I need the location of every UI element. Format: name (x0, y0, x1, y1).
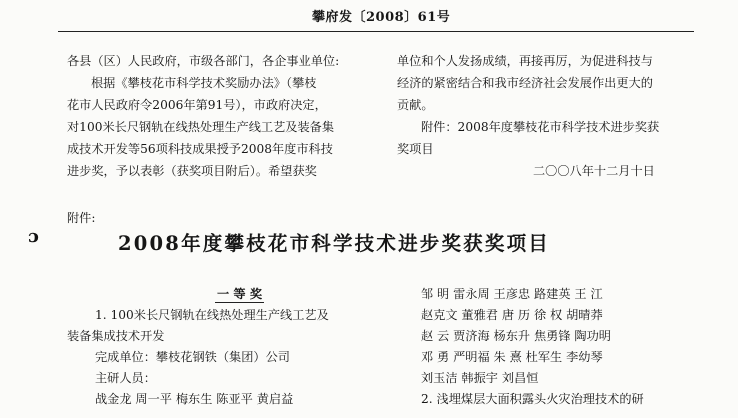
notice-line: 花市人民政府令2006年第91号），市政府决定， (67, 98, 327, 112)
notice-line: 奖项目 (397, 142, 434, 156)
notice-line: 单位和个人发扬成绩，再接再厉，为促进科技与 (397, 54, 653, 68)
award-researchers: 邹 明 雷永周 王彦忠 路建英 王 江 (421, 287, 603, 301)
margin-mark: ɔ (28, 226, 39, 247)
award-entry-title-cont: 装备集成技术开发 (67, 329, 165, 343)
attachment-title: 2008年度攀枝花市科学技术进步奖获奖项目 (118, 232, 550, 255)
award-researchers: 赵 云 贾济海 杨东升 焦勇锋 陶功明 (421, 329, 611, 343)
award-unit: 完成单位：攀枝花钢铁（集团）公司 (95, 350, 290, 364)
award-researchers-label: 主研人员： (95, 371, 156, 385)
document-number: 攀府发〔2008〕61号 (312, 10, 451, 25)
issue-date: 二〇〇八年十二月十日 (533, 164, 655, 178)
notice-line: 根据《攀枝花市科学技术奖励办法》（攀枝 (91, 76, 317, 90)
award-researchers: 刘玉洁 韩振宇 刘昌恒 (421, 371, 539, 385)
notice-line: 对100米长尺钢轨在线热处理生产线工艺及装备集 (67, 120, 335, 134)
attachment-label: 附件: (67, 211, 96, 225)
award-entry-title: 2. 浅埋煤层大面积露头火灾治理技术的研 (421, 392, 644, 406)
header-rule (58, 31, 694, 32)
notice-body-left (67, 50, 385, 182)
award-researchers: 赵克文 董雅君 唐 历 徐 权 胡晴莽 (421, 308, 603, 322)
notice-line: 经济的紧密结合和我市经济社会发展作出更大的 (397, 76, 653, 90)
tier-heading: 一 等 奖 (217, 287, 263, 301)
awards-left-column (67, 284, 385, 410)
notice-body-right (397, 50, 697, 182)
award-researchers: 战金龙 周一平 梅东生 陈亚平 黄启益 (95, 392, 294, 406)
award-entry-title: 1. 100米长尺钢轨在线热处理生产线工艺及 (95, 308, 329, 322)
notice-line: 贡献。 (397, 98, 434, 112)
notice-line: 成技术开发等56项科技成果授予2008年度市科技 (67, 142, 333, 156)
notice-attachment-note: 附件：2008年度攀枝花市科学技术进步奖获 (421, 120, 660, 134)
notice-line: 进步奖，予以表彰（获奖项目附后）。希望获奖 (67, 164, 317, 178)
awards-right-column (421, 284, 721, 410)
notice-salutation: 各县（区）人民政府，市级各部门，各企事业单位: (67, 54, 340, 68)
award-researchers: 邓 勇 严明福 朱 熹 杜军生 李幼琴 (421, 350, 603, 364)
